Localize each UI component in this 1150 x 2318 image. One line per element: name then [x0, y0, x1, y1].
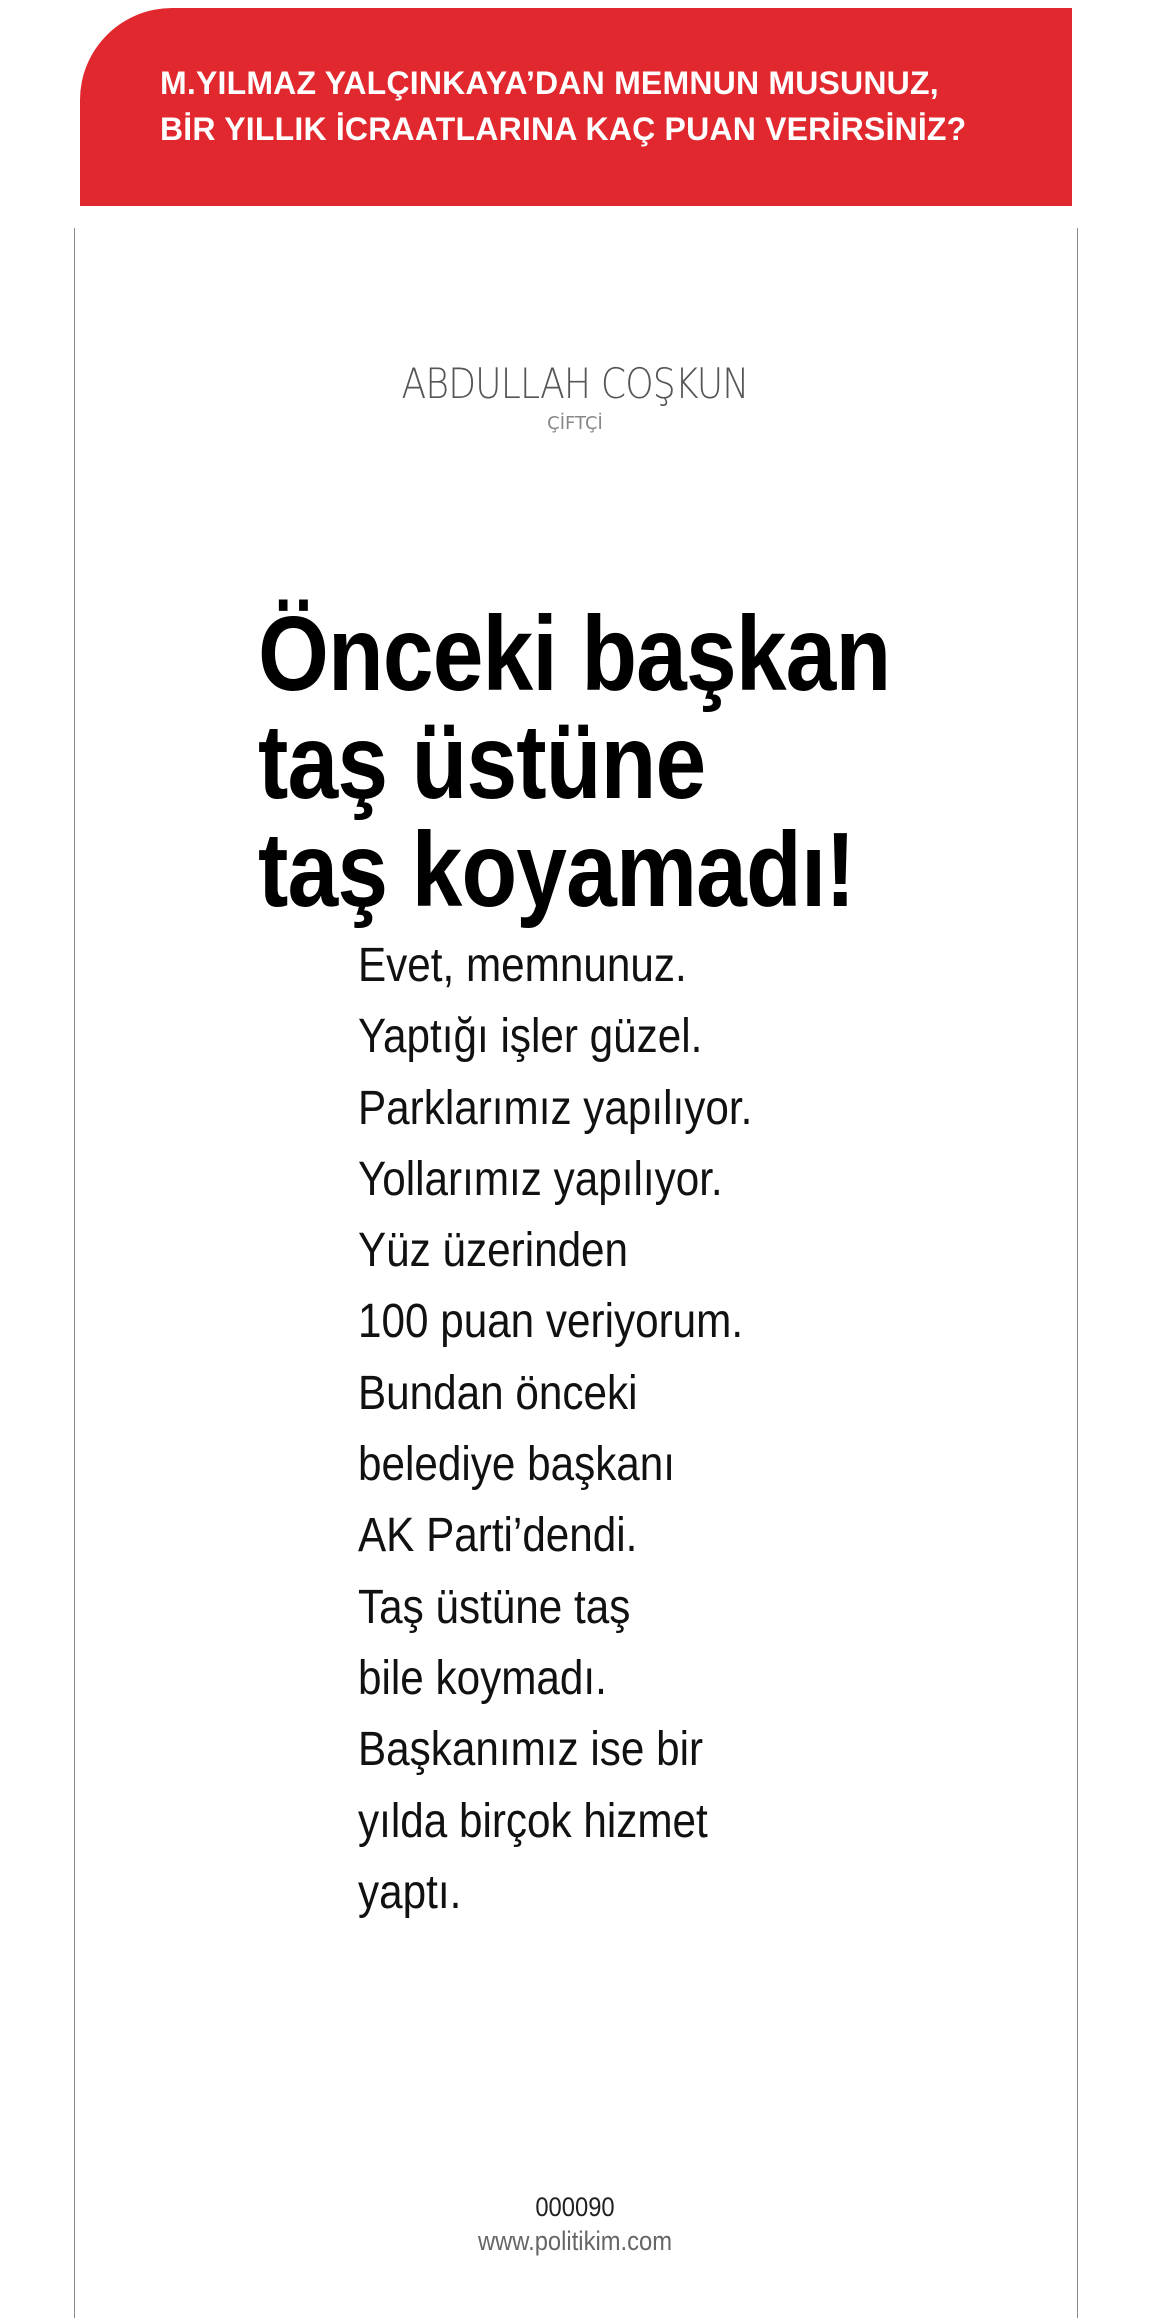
answer-line: yaptı.	[358, 1865, 462, 1919]
headline-line: taş koyamadı!	[258, 811, 855, 929]
page-code: 000090	[535, 2192, 615, 2222]
page-footer	[0, 2190, 1150, 2258]
survey-question	[160, 60, 1072, 152]
respondent-name: ABDULLAH COŞKUN	[401, 359, 749, 408]
answer-line: AK Parti’dendi.	[358, 1509, 638, 1563]
answer-line: Yollarımız yapılıyor.	[358, 1152, 723, 1206]
answer-line: Evet, memnunuz.	[358, 939, 687, 992]
answer-line: Bundan önceki	[358, 1366, 638, 1420]
headline-line: Önceki başkan	[258, 595, 891, 713]
answer-line: 100 puan veriyorum.	[358, 1295, 744, 1349]
header-banner	[80, 8, 1072, 206]
answer-line: Yaptığı işler güzel.	[358, 1010, 703, 1064]
answer-line: Parklarımız yapılıyor.	[358, 1081, 753, 1135]
answer-text	[358, 930, 752, 1928]
answer-line: belediye başkanı	[358, 1438, 676, 1492]
respondent-occupation: ÇİFTÇİ	[547, 413, 603, 434]
survey-question-line: BİR YILLIK İCRAATLARINA KAÇ PUAN VERİRSİNİZ?	[160, 111, 967, 147]
survey-question-line: M.YILMAZ YALÇINKAYA’DAN MEMNUN MUSUNUZ,	[160, 65, 939, 101]
answer-line: Yüz üzerinden	[358, 1224, 629, 1278]
site-url: www.politikim.com	[477, 2226, 673, 2256]
headline	[258, 595, 891, 929]
headline-line: taş üstüne	[258, 703, 706, 821]
answer-line: bile koymadı.	[358, 1651, 607, 1705]
answer-line: yılda birçok hizmet	[358, 1794, 708, 1848]
answer-line: Taş üstüne taş	[358, 1580, 631, 1634]
answer-line: Başkanımız ise bir	[358, 1723, 704, 1777]
respondent-block	[0, 358, 1150, 436]
